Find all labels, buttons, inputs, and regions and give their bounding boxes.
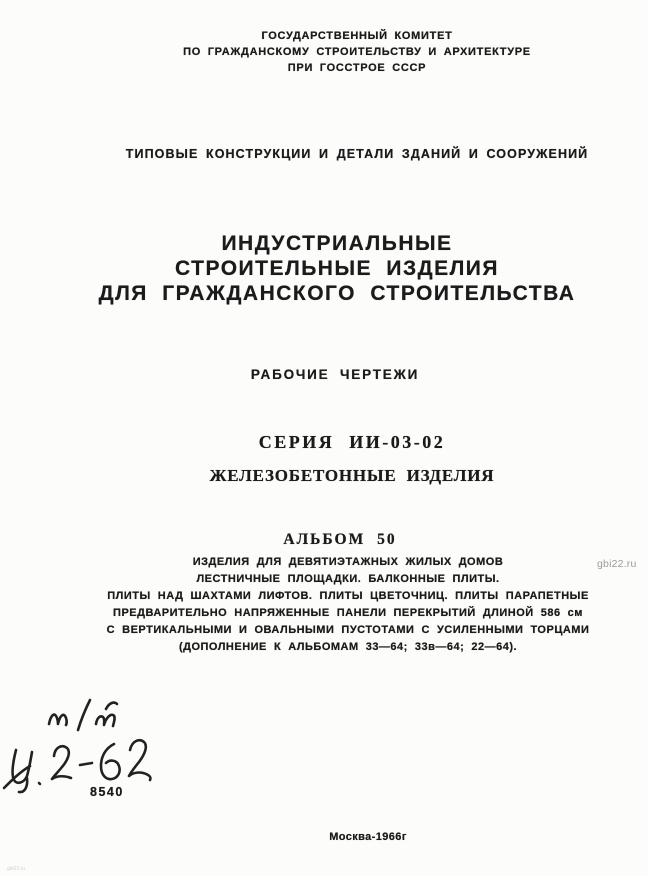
imprint <box>88 831 648 843</box>
series-header <box>66 147 648 161</box>
title-line: СТРОИТЕЛЬНЫЕ ИЗДЕЛИЯ <box>175 257 499 280</box>
description-line: ПЛИТЫ НАД ШАХТАМИ ЛИФТОВ. ПЛИТЫ ЦВЕТОЧНИЦ. ПЛИТЫ ПАРАПЕТНЫЕ <box>107 590 589 602</box>
imprint-text: Москва-1966г <box>329 831 407 843</box>
product-type <box>56 466 648 486</box>
handwritten-annotation <box>2 692 174 804</box>
series-number-text: СЕРИЯ ИИ-03-02 <box>258 432 446 452</box>
document-title <box>26 231 648 306</box>
album-number <box>32 531 648 549</box>
product-type-text: ЖЕЛЕЗОБЕТОННЫЕ ИЗДЕЛИЯ <box>209 466 495 485</box>
title-line: ДЛЯ ГРАЖДАНСКОГО СТРОИТЕЛЬСТВА <box>98 282 576 305</box>
organization-line: ПО ГРАЖДАНСКОМУ СТРОИТЕЛЬСТВУ И АРХИТЕКТУРЕ <box>183 46 531 58</box>
handwriting-strokes <box>2 692 174 804</box>
album-number-text: АЛЬБОМ 50 <box>283 531 397 548</box>
description-line: С ВЕРТИКАЛЬНЫМИ И ОВАЛЬНЫМИ ПУСТОТАМИ С УСИЛЕННЫМИ ТОРЦАМИ <box>106 624 590 636</box>
print-code <box>90 785 124 799</box>
site-watermark <box>597 558 637 570</box>
organization-block <box>66 28 648 76</box>
handwritten-mark <box>4 740 150 792</box>
description-line: ИЗДЕЛИЯ ДЛЯ ДЕВЯТИЭТАЖНЫХ ЖИЛЫХ ДОМОВ <box>192 556 504 568</box>
drawings-type <box>22 367 648 382</box>
organization-line: ГОСУДАРСТВЕННЫЙ КОМИТЕТ <box>261 30 453 42</box>
title-line: ИНДУСТРИАЛЬНЫЕ <box>221 232 453 255</box>
site-watermark-text: gbi22.ru <box>597 558 637 570</box>
print-code-text: 8540 <box>90 785 124 799</box>
description-line: ПРЕДВАРИТЕЛЬНО НАПРЯЖЕННЫЕ ПАНЕЛИ ПЕРЕКРЫТИЙ ДЛИНОЙ 586 см <box>113 607 583 619</box>
organization-line: ПРИ ГОССТРОЕ СССР <box>287 62 427 74</box>
handwritten-top-note <box>49 700 117 730</box>
description-line: ЛЕСТНИЧНЫЕ ПЛОЩАДКИ. БАЛКОННЫЕ ПЛИТЫ. <box>196 573 500 585</box>
series-header-text: ТИПОВЫЕ КОНСТРУКЦИИ И ДЕТАЛИ ЗДАНИЙ И СООРУЖЕНИЙ <box>125 147 589 161</box>
corner-watermark-text: gbi22.ru <box>7 866 26 872</box>
corner-watermark <box>7 866 25 872</box>
contents-description <box>48 554 648 656</box>
series-number <box>56 432 648 453</box>
drawings-type-text: РАБОЧИЕ ЧЕРТЕЖИ <box>250 367 420 382</box>
description-line: (ДОПОЛНЕНИЕ К АЛЬБОМАМ 33—64; 33в—64; 22—64). <box>178 641 518 653</box>
